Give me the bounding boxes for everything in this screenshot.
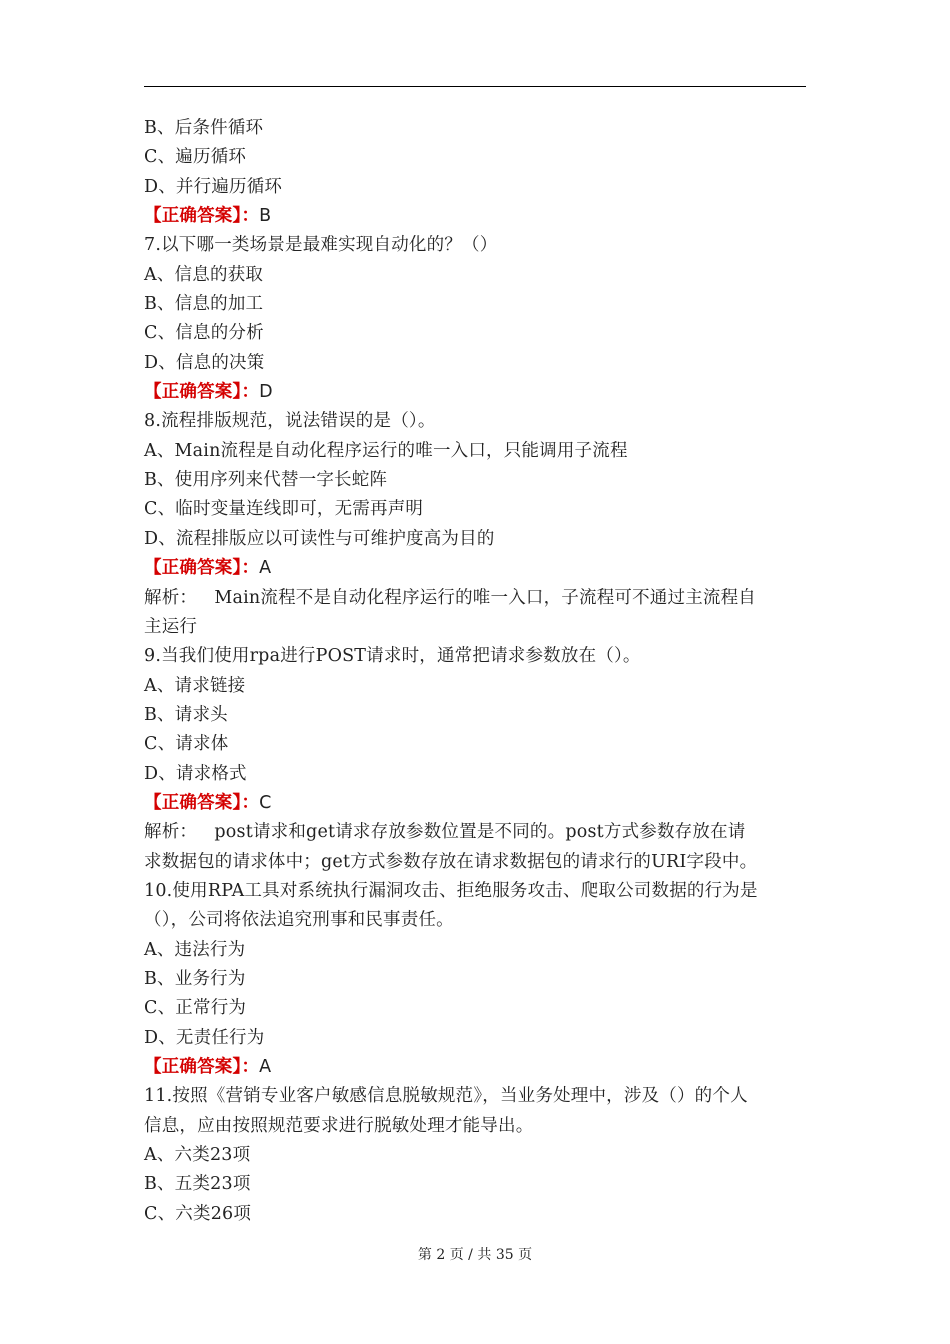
text-line: C、正常行为 [144,998,247,1019]
answer-line [144,1053,806,1082]
text-line: 解析： post请求和get请求存放参数位置是不同的。post方式参数存放在请 [144,822,746,843]
text-line: C、请求体 [144,734,229,755]
text-line: C、信息的分析 [144,323,264,344]
answer-label: 【正确答案】 [144,1057,242,1077]
answer-line [144,554,806,583]
text-line: B、后条件循环 [144,118,264,138]
footer-total-pages: 35 [495,1247,514,1263]
answer-value: D [259,382,273,403]
text-line: C、六类26项 [144,1203,252,1224]
footer-middle: 页 / 共 [445,1247,496,1263]
page-footer [0,1244,950,1264]
text-line: 9.当我们使用rpa进行POST请求时，通常把请求参数放在（）。 [144,646,641,667]
text-line: A、请求链接 [144,675,246,696]
text-line: C、遍历循环 [144,147,247,168]
text-line: 解析： Main流程不是自动化程序运行的唯一入口，子流程可不通过主流程自 [144,587,757,608]
answer-separator: ： [241,206,260,227]
footer-prefix: 第 [417,1247,437,1263]
text-line: B、使用序列来代替一字长蛇阵 [144,470,388,491]
text-line: D、请求格式 [144,763,247,784]
text-line: B、业务行为 [144,968,246,989]
text-line: B、五类23项 [144,1174,251,1195]
answer-value: B [259,206,272,227]
answer-separator: ： [241,382,260,403]
answer-label: 【正确答案】 [144,792,242,813]
text-line: B、请求头 [144,704,228,725]
text-line: B、信息的加工 [144,294,264,315]
text-line: C、临时变量连线即可，无需再声明 [144,499,424,520]
answer-separator: ： [241,558,260,579]
footer-page-number: 2 [436,1247,446,1263]
text-line: 10.使用RPA工具对系统执行漏洞攻击、拒绝服务攻击、爬取公司数据的行为是 [144,880,758,901]
answer-line [144,202,806,231]
text-line: A、信息的获取 [144,264,264,285]
text-line: 11.按照《营销专业客户敏感信息脱敏规范》，当业务处理中，涉及（）的个人 [144,1086,748,1107]
answer-value: A [259,558,272,579]
text-line: D、流程排版应以可读性与可维护度高为目的 [144,528,495,549]
answer-value: C [259,792,272,813]
footer-suffix: 页 [513,1247,533,1263]
answer-separator: ： [241,1057,260,1077]
answer-separator: ： [241,792,260,813]
document-body [144,114,806,1229]
text-line: 求数据包的请求体中；get方式参数存放在请求数据包的请求行的URI字段中。 [144,851,758,872]
text-line: D、并行遍历循环 [144,176,283,197]
answer-line [144,789,806,818]
text-line: D、无责任行为 [144,1027,265,1048]
text-line: A、违法行为 [144,939,246,960]
answer-label: 【正确答案】 [144,382,242,403]
answer-line [144,378,806,407]
text-line: A、六类23项 [144,1145,251,1166]
answer-label: 【正确答案】 [144,206,242,227]
answer-value: A [259,1057,272,1077]
answer-label: 【正确答案】 [144,558,242,579]
text-line: A、Main流程是自动化程序运行的唯一入口，只能调用子流程 [144,440,628,461]
text-line: （），公司将依法追究刑事和民事责任。 [144,910,454,931]
text-line: 8.流程排版规范，说法错误的是（）。 [144,411,436,432]
text-line: D、信息的决策 [144,352,265,373]
text-line: 主运行 [144,616,198,637]
header-rule [144,86,806,87]
text-line: 7.以下哪一类场景是最难实现自动化的？（） [144,235,498,256]
text-line: 信息，应由按照规范要求进行脱敏处理才能导出。 [144,1115,534,1136]
